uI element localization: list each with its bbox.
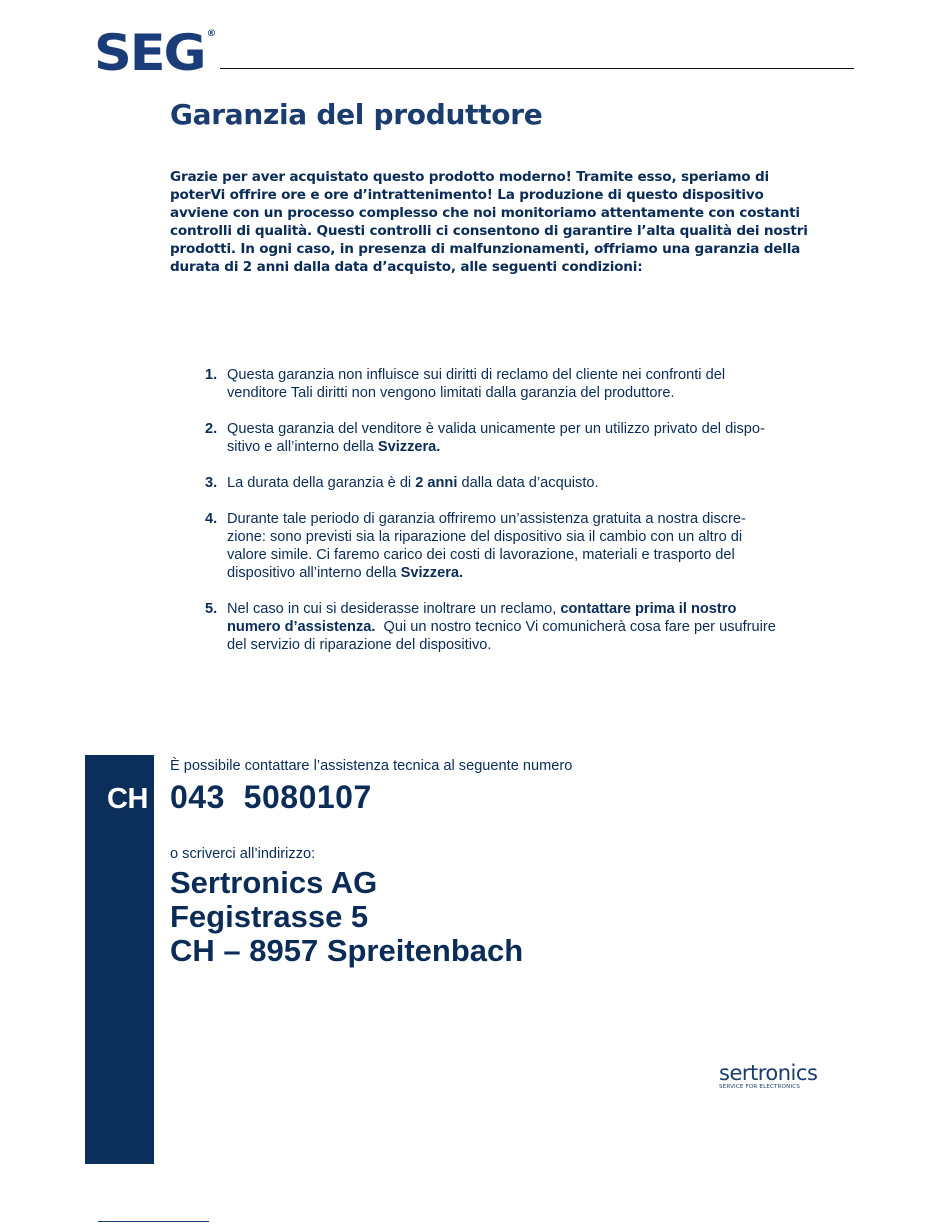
condition-text: Nel caso in cui si desiderasse inoltrare un reclamo, xyxy=(227,601,561,617)
registered-mark: ® xyxy=(206,29,217,39)
condition-line: del servizio di riparazione del dispositivo. xyxy=(227,637,492,653)
logo-text: SEG xyxy=(94,24,205,82)
condition-emphasis: numero d’assistenza. xyxy=(227,619,376,635)
postal-address xyxy=(170,866,523,968)
country-sidebar xyxy=(85,755,154,1164)
condition-emphasis: Svizzera. xyxy=(377,439,441,455)
condition-line: zione: sono previsti sia la riparazione del dispositivo sia il cambio con un altro di xyxy=(227,529,743,545)
contact-note: È possibile contattare l’assistenza tecnica al seguente numero xyxy=(170,758,573,774)
address-line: Sertronics AG xyxy=(170,865,378,900)
country-code: CH xyxy=(107,783,148,815)
condition-number: 3. xyxy=(205,475,218,491)
condition-text: Qui un nostro tecnico Vi comunicherà cosa fare per usufruire xyxy=(375,619,776,635)
condition-line: Questa garanzia del venditore è valida unicamente per un utilizzo privato del dispo- xyxy=(227,421,765,437)
condition-item-1 xyxy=(205,366,815,402)
sertronics-logo xyxy=(719,1062,829,1091)
condition-line: Questa garanzia non influisce sui diritti di reclamo del cliente nei confronti del xyxy=(227,367,726,383)
brand-name: sertronics xyxy=(719,1061,818,1085)
page-title: Garanzia del produttore xyxy=(170,98,543,131)
address-line: Fegistrasse 5 xyxy=(170,899,369,934)
footer-rule xyxy=(98,1221,209,1222)
write-note: o scriverci all’indirizzo: xyxy=(170,846,316,862)
condition-number: 5. xyxy=(205,601,218,617)
condition-line: Durante tale periodo di garanzia offriremo un’assistenza gratuita a nostra discre- xyxy=(227,511,746,527)
header-rule xyxy=(220,68,854,69)
condition-text: dispositivo all’interno della xyxy=(227,565,401,581)
condition-line xyxy=(227,474,815,492)
condition-line: valore simile. Ci faremo carico dei costi di lavorazione, materiali e trasporto del xyxy=(227,547,735,563)
condition-number: 4. xyxy=(205,511,218,527)
condition-number: 2. xyxy=(205,421,218,437)
address-line: CH – 8957 Spreitenbach xyxy=(170,933,524,968)
intro-paragraph: Grazie per aver acquistato questo prodotto moderno! Tramite esso, speriamo di poterVi offrire ore e ore d’intrattenimento! La produzione di questo dispositivo avviene con un processo complesso che noi monitoriamo attentamente con costanti controlli di qualità. Questi controlli ci consentono di garantire l’alta qualità dei nostri prodotti. In ogni caso, in presenza di malfunzionamenti, offriamo una garanzia della durata di 2 anni dalla data d’acquisto, alle seguenti condizioni: xyxy=(170,169,808,275)
support-phone-number: 043 5080107 xyxy=(170,779,372,815)
condition-emphasis: contattare prima il nostro xyxy=(560,601,737,617)
condition-text: dalla data d’acquisto. xyxy=(457,475,599,491)
condition-emphasis: Svizzera. xyxy=(400,565,464,581)
condition-text: La durata della garanzia è di xyxy=(227,475,416,491)
condition-line xyxy=(227,564,815,582)
brand-tagline: SERVICE FOR ELECTRONICS xyxy=(719,1084,801,1090)
condition-item-4 xyxy=(205,510,815,582)
condition-item-2 xyxy=(205,420,815,456)
condition-number: 1. xyxy=(205,367,218,383)
condition-line: venditore Tali diritti non vengono limitati dalla garanzia del produttore. xyxy=(227,385,675,401)
conditions-list xyxy=(205,366,815,654)
condition-item-3 xyxy=(205,474,815,492)
condition-line xyxy=(227,600,815,618)
condition-emphasis: 2 anni xyxy=(415,475,458,491)
condition-line xyxy=(227,618,815,636)
condition-line xyxy=(227,438,815,456)
seg-logo xyxy=(94,24,217,82)
condition-item-5 xyxy=(205,600,815,654)
condition-text: sitivo e all’interno della xyxy=(227,439,378,455)
